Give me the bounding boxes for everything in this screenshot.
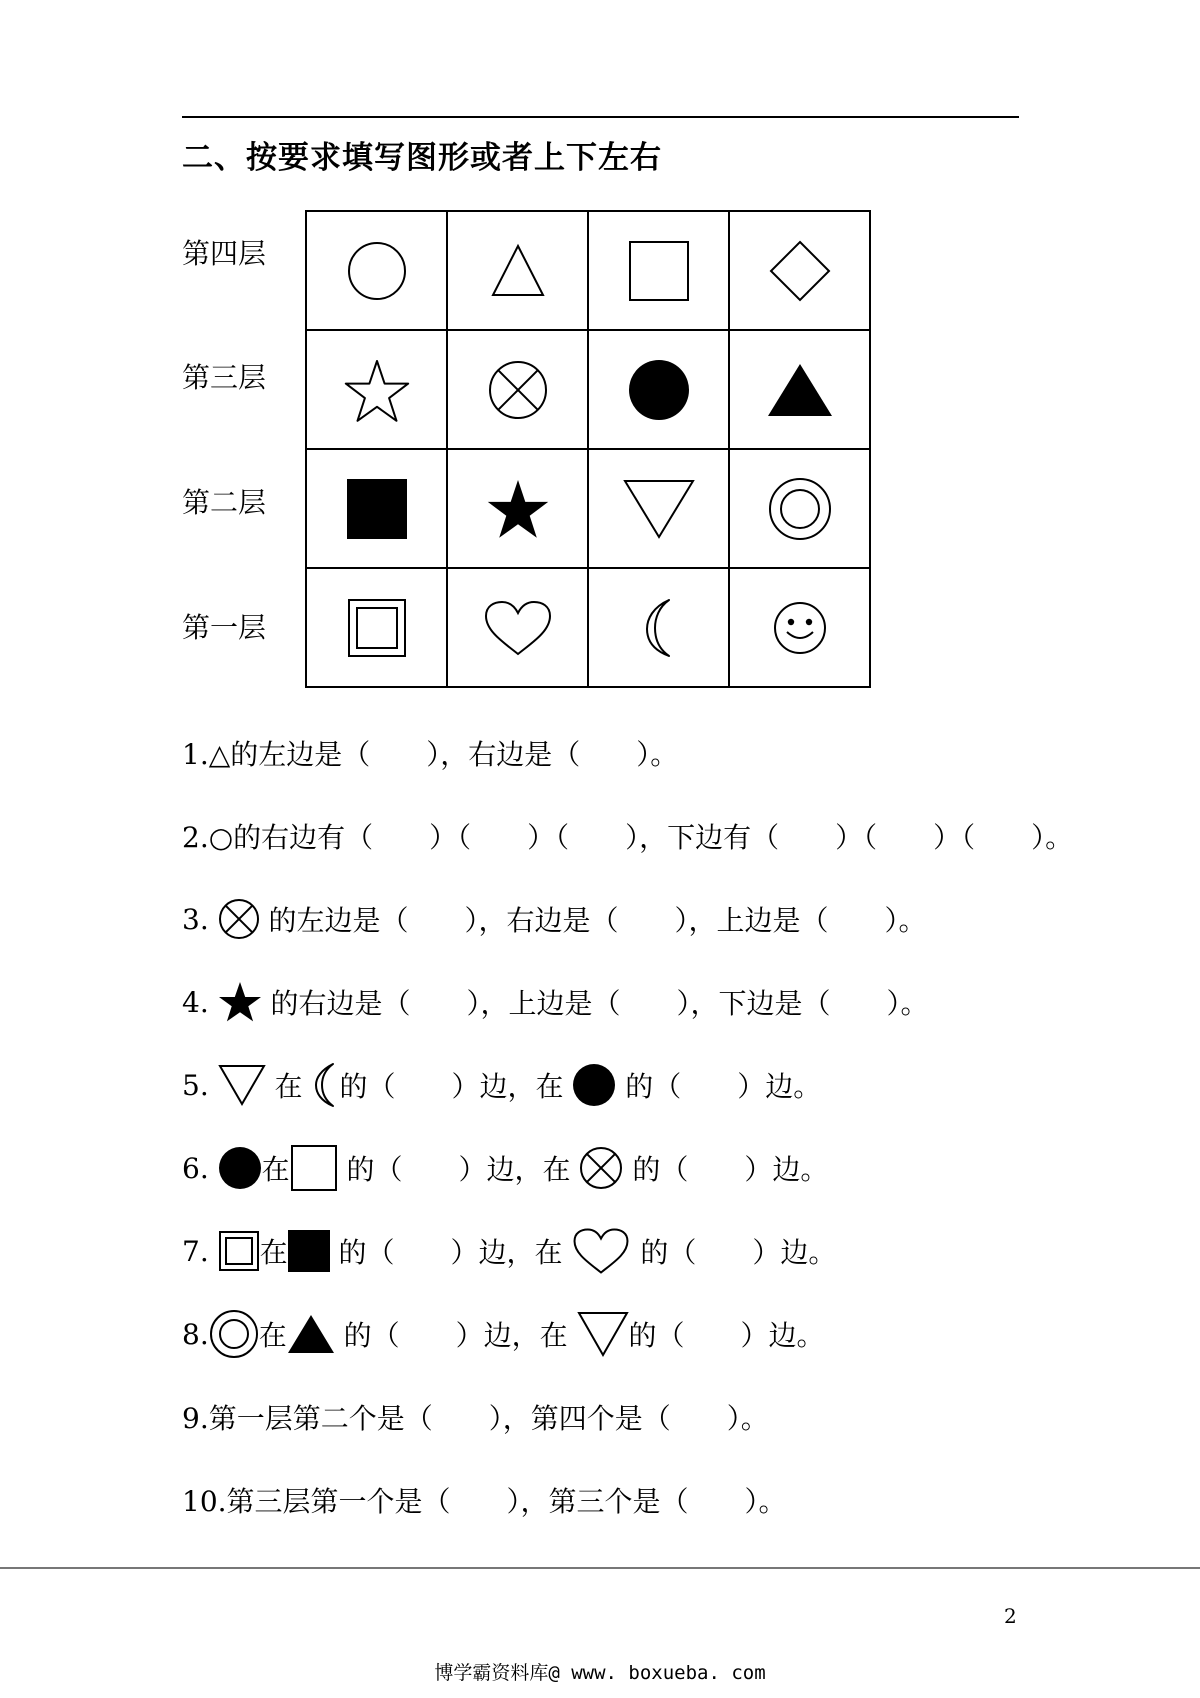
- double-circle-icon: [209, 1309, 259, 1359]
- row-label-1: 第一层: [182, 611, 267, 644]
- question-8-number: 8.: [182, 1317, 209, 1351]
- grid-row-1: [306, 568, 870, 687]
- question-7-text-c: 的（ ）边。: [631, 1236, 837, 1269]
- double-square-icon: [218, 1230, 260, 1272]
- circle-icon: [345, 239, 409, 303]
- filled-square-icon: [347, 479, 407, 539]
- down-triangle-icon: [623, 478, 695, 540]
- filled-circle-icon: [627, 358, 691, 422]
- top-rule: [182, 116, 1019, 118]
- crescent-moon-icon: [311, 1062, 339, 1108]
- question-5-text-b: 的（ ）边，在: [339, 1070, 573, 1103]
- question-7-number: 7.: [182, 1234, 218, 1268]
- grid-cell: [729, 211, 870, 330]
- crescent-moon-icon: [639, 597, 679, 659]
- double-square-icon: [347, 598, 407, 658]
- filled-square-icon: [288, 1230, 330, 1272]
- grid-cell: [729, 330, 870, 449]
- grid-cell: [447, 330, 588, 449]
- question-5-text-a: 在: [265, 1070, 312, 1103]
- bottom-rule: [0, 1567, 1200, 1569]
- grid-cell: [306, 568, 447, 687]
- question-8-text-b: 的（ ）边，在: [334, 1319, 577, 1352]
- diamond-icon: [768, 239, 832, 303]
- question-6-text-a: 在: [261, 1153, 290, 1186]
- question-7-text-b: 的（ ）边，在: [329, 1236, 572, 1269]
- question-4-number: 4.: [182, 985, 218, 1019]
- row-label-2: 第二层: [182, 486, 267, 519]
- heart-icon: [483, 599, 553, 657]
- question-8: [182, 1309, 825, 1359]
- question-1: [182, 728, 678, 778]
- question-1-text: 1.△的左边是（ ），右边是（ ）。: [182, 738, 679, 771]
- smiley-icon: [772, 600, 828, 656]
- down-triangle-icon: [577, 1311, 629, 1357]
- circled-x-icon: [218, 898, 260, 940]
- grid-cell: [729, 449, 870, 568]
- grid-cell: [588, 211, 729, 330]
- question-4: [182, 977, 929, 1027]
- grid-cell: [588, 568, 729, 687]
- grid-row-4: [306, 211, 870, 330]
- grid-cell: [729, 568, 870, 687]
- footer-watermark: 博学霸资料库@ www. boxueba. com: [434, 1662, 766, 1684]
- grid-cell: [306, 211, 447, 330]
- question-10-text: 10.第三层第一个是（ ），第三个是（ ）。: [182, 1485, 787, 1518]
- star-outline-icon: [344, 358, 410, 422]
- grid-row-3: [306, 330, 870, 449]
- grid-cell: [306, 449, 447, 568]
- question-4-text: 的右边是（ ），上边是（ ），下边是（ ）。: [261, 987, 929, 1020]
- question-6: [182, 1143, 828, 1193]
- question-5-text-c: 的（ ）边。: [616, 1070, 822, 1103]
- question-7: [182, 1226, 836, 1276]
- grid-cell: [588, 449, 729, 568]
- question-6-number: 6.: [182, 1151, 218, 1185]
- row-label-4: 第四层: [182, 237, 267, 270]
- shape-grid: [305, 210, 871, 688]
- circled-x-icon: [487, 359, 549, 421]
- grid-cell: [588, 330, 729, 449]
- double-circle-icon: [767, 476, 833, 542]
- question-9: [182, 1392, 769, 1442]
- grid-cell: [447, 568, 588, 687]
- filled-circle-icon: [572, 1063, 616, 1107]
- section-title: 二、按要求填写图形或者上下左右: [182, 140, 662, 176]
- question-2-text: 2.○的右边有（ ）（ ）（ ），下边有（ ）（ ）（ ）。: [182, 821, 1074, 854]
- question-8-text-a: 在: [258, 1319, 287, 1352]
- question-5-number: 5.: [182, 1068, 218, 1102]
- triangle-icon: [488, 242, 548, 300]
- grid-cell: [306, 330, 447, 449]
- row-label-3: 第三层: [182, 361, 267, 394]
- question-9-text: 9.第一层第二个是（ ），第四个是（ ）。: [182, 1402, 769, 1435]
- filled-circle-icon: [218, 1146, 262, 1190]
- grid-row-2: [306, 449, 870, 568]
- square-icon: [628, 240, 690, 302]
- question-5: [182, 1060, 821, 1110]
- grid-cell: [447, 211, 588, 330]
- question-6-text-b: 的（ ）边，在: [337, 1153, 580, 1186]
- down-triangle-icon: [218, 1064, 266, 1106]
- square-icon: [290, 1144, 338, 1192]
- filled-star-icon: [486, 478, 550, 540]
- grid-cell: [447, 449, 588, 568]
- heart-icon: [571, 1227, 631, 1275]
- filled-triangle-icon: [766, 362, 834, 418]
- question-2: [182, 811, 1073, 861]
- question-6-text-c: 的（ ）边。: [623, 1153, 829, 1186]
- filled-triangle-icon: [287, 1314, 335, 1354]
- question-10: [182, 1475, 787, 1525]
- question-3-number: 3.: [182, 902, 218, 936]
- question-3-text: 的左边是（ ），右边是（ ），上边是（ ）。: [259, 904, 927, 937]
- filled-star-icon: [218, 981, 262, 1023]
- question-8-text-c: 的（ ）边。: [628, 1319, 825, 1352]
- circled-x-icon: [579, 1146, 623, 1190]
- page-number: 2: [1004, 1604, 1017, 1628]
- question-7-text-a: 在: [259, 1236, 288, 1269]
- question-3: [182, 894, 927, 944]
